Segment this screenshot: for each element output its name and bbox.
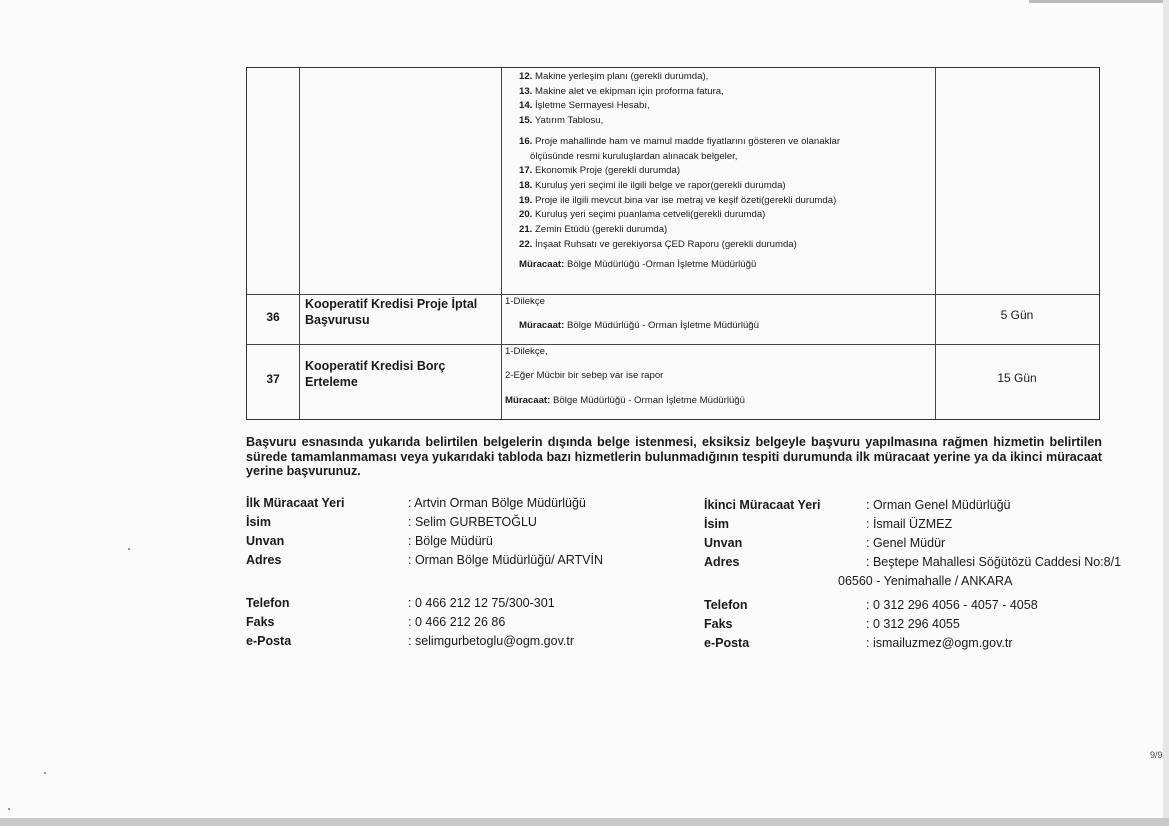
address: : Beştepe Mahallesi Söğütözü Caddesi No:8/1: [866, 555, 1122, 569]
list-item: 20. Kuruluş yeri seçimi puanlama cetveli(gerekli durumda): [519, 209, 766, 221]
table-column-divider: [935, 68, 936, 419]
table-row-divider: [247, 294, 1099, 295]
required-document: 2-Eğer Mücbir bir sebep var ise rapor: [505, 370, 664, 381]
list-item: 18. Kuruluş yeri seçimi ile ilgili belge ve rapor(gerekli durumda): [519, 179, 786, 191]
page-number: 9/9: [1150, 750, 1163, 760]
row-number: 36: [266, 310, 280, 324]
row-number: 37: [266, 372, 280, 386]
application-office: Müracaat: Bölge Müdürlüğü -Orman İşletme Müdürlüğü: [519, 259, 757, 271]
list-item: 17. Ekonomik Proje (gerekli durumda): [519, 165, 681, 177]
fax: : 0 312 296 4055: [866, 617, 960, 631]
email: : selimgurbetoglu@ogm.gov.tr: [408, 634, 575, 648]
application-office: Müracaat: Bölge Müdürlüğü - Orman İşletme Müdürlüğü: [519, 320, 759, 331]
list-item: 16. Proje mahallinde ham ve mamul madde fiyatlarını gösteren ve olanaklar: [519, 135, 841, 147]
table-row-divider: [247, 344, 1099, 345]
list-item: 21. Zemin Etüdü (gerekli durumda): [519, 224, 668, 236]
list-item: 12. Makine yerleşim planı (gerekli durumda),: [519, 71, 709, 82]
list-item: 19. Proje ile ilgili mevcut bina var ise metraj ve keşif özeti(gerekli durumda): [519, 194, 837, 206]
list-item: 15. Yatırım Tablosu,: [519, 115, 604, 127]
list-item: 13. Makine alet ve ekipman için proforma fatura,: [519, 85, 724, 97]
table-column-divider: [299, 68, 300, 419]
application-office: Müracaat: Bölge Müdürlüğü - Orman İşletme Müdürlüğü: [505, 395, 745, 406]
application-note: Başvuru esnasında yukarıda belirtilen belgelerin dışında belge istenmesi, eksiksiz belgeyle başvuru yapılmasına rağmen hizmetin belirtilen sürede tamamlanmaması veya yukarıdaki tabloda bazı hizmetlerin bulunmadığının tespiti durumunda ilk müracaat yerine ya da ikinci müracaat yerine başvurunuz.: [246, 435, 1102, 478]
second-contact-values: [838, 496, 1122, 653]
scan-edge-bottom: [0, 818, 1169, 826]
phone: : 0 312 296 4056 - 4057 - 4058: [866, 598, 1038, 612]
completion-time: 5 Gün: [1000, 308, 1034, 322]
service-name: Kooperatif Kredisi Borç Erteleme: [305, 359, 446, 389]
service-name: Kooperatif Kredisi Proje İptal Başvurusu: [305, 297, 478, 327]
services-table: [246, 67, 1100, 420]
fax: : 0 466 212 26 86: [408, 615, 506, 629]
list-item: 22. İnşaat Ruhsatı ve gerekiyorsa ÇED Raporu (gerekli durumda): [519, 238, 797, 250]
email: : ismailuzmez@ogm.gov.tr: [866, 636, 1013, 650]
office-name: : Artvin Orman Bölge Müdürlüğü: [408, 496, 586, 510]
second-contact-labels: İkinci Müracaat Yeri İsim Unvan Adres Telefon Faks e-Posta: [704, 498, 821, 650]
list-item-continuation: ölçüsünde resmi kuruluşlardan alınacak belgeler,: [530, 150, 738, 162]
address-continuation: 06560 - Yenimahalle / ANKARA: [838, 574, 1013, 588]
table-column-divider: [501, 68, 502, 419]
position: : Genel Müdür: [866, 536, 946, 550]
list-item: 14. İşletme Sermayesi Hesabı,: [519, 100, 650, 112]
first-contact-values: [408, 494, 603, 651]
scan-speck: [8, 808, 10, 810]
scan-edge-right: [1163, 0, 1169, 826]
continued-document-list: [519, 70, 840, 273]
scan-speck: [128, 548, 130, 550]
office-name: : Orman Genel Müdürlüğü: [866, 498, 1011, 512]
required-document: 1-Dilekçe,: [505, 346, 548, 357]
scan-edge-top: [1029, 0, 1169, 3]
address: : Orman Bölge Müdürlüğü/ ARTVİN: [408, 553, 603, 567]
scan-speck: [44, 772, 46, 774]
phone: : 0 466 212 12 75/300-301: [408, 596, 555, 610]
position: : Bölge Müdürü: [408, 534, 493, 548]
required-document: 1-Dilekçe: [505, 296, 545, 307]
person-name: : İsmail ÜZMEZ: [866, 517, 953, 531]
person-name: : Selim GURBETOĞLU: [408, 515, 537, 529]
first-contact-labels: İlk Müracaat Yeri İsim Unvan Adres Telefon Faks e-Posta: [246, 496, 345, 648]
completion-time: 15 Gün: [997, 371, 1037, 385]
